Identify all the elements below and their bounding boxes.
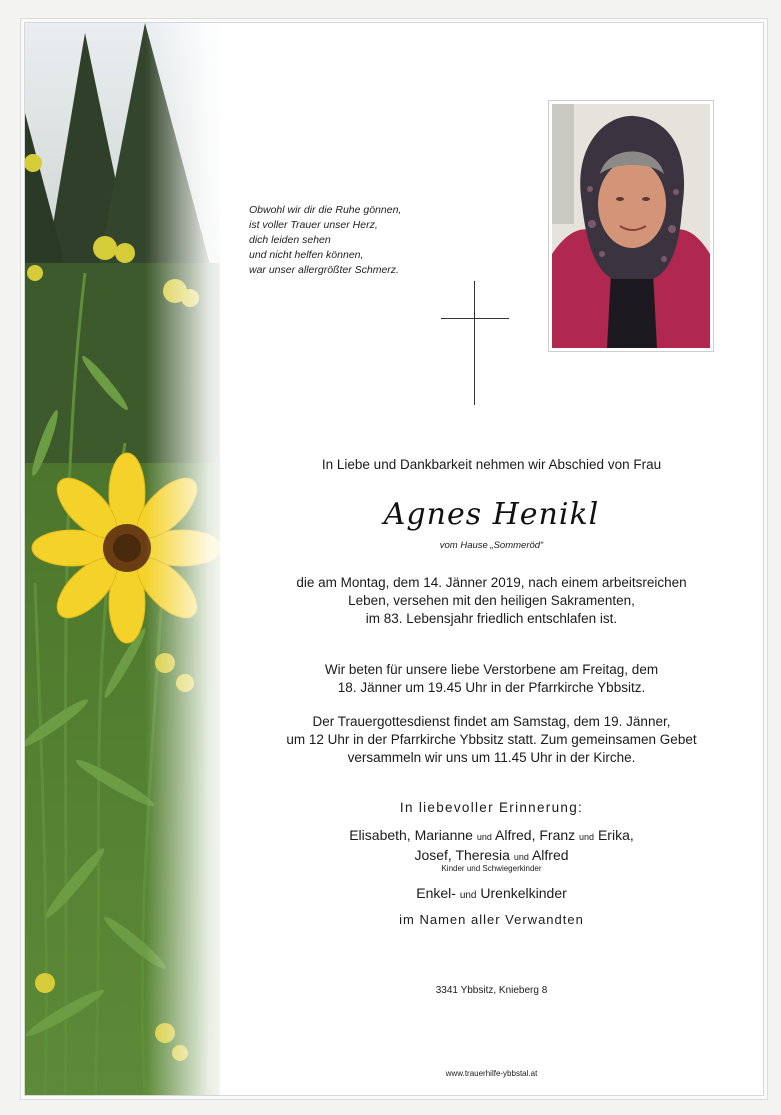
paragraph-line: versammeln wir uns um 11.45 Uhr in der Kirche.	[347, 750, 636, 765]
family-relation: Kinder und Schwiegerkinder	[441, 864, 542, 873]
prayer-paragraph	[220, 661, 763, 697]
paragraph-line: 18. Jänner um 19.45 Uhr in der Pfarrkirche Ybbsitz.	[337, 680, 646, 695]
family-name: Josef, Theresia	[414, 847, 510, 863]
poem-line: ist voller Trauer unser Herz,	[249, 219, 378, 231]
address: 3341 Ybbsitz, Knieberg 8	[435, 985, 548, 996]
obituary-card	[24, 22, 764, 1096]
death-notice-paragraph	[220, 574, 763, 628]
funeral-service-paragraph	[220, 713, 763, 767]
family-name: Alfred, Franz	[495, 827, 576, 843]
grandchildren	[220, 885, 763, 901]
poem-line: und nicht helfen können,	[249, 249, 364, 261]
poem-line: war unser allergrößter Schmerz.	[249, 264, 399, 276]
grandchildren-a: Enkel-	[416, 885, 456, 901]
cross-icon	[441, 281, 509, 405]
conjunction: und	[476, 832, 492, 842]
paragraph-line: um 12 Uhr in der Pfarrkirche Ybbsitz statt. Zum gemeinsamen Gebet	[286, 732, 697, 747]
family-names	[220, 826, 763, 866]
family-name: Alfred	[531, 847, 569, 863]
photo-fade	[145, 23, 220, 1095]
intro-text: In Liebe und Dankbarkeit nehmen wir Abschied von Frau	[321, 457, 662, 472]
poem-line: Obwohl wir dir die Ruhe gönnen,	[249, 204, 402, 216]
website-link[interactable]: www.trauerhilfe-ybbstal.at	[445, 1069, 538, 1078]
conjunction: und	[459, 890, 477, 901]
deceased-house: vom Hause „Sommeröd“	[439, 540, 544, 551]
paragraph-line: Der Trauergottesdienst findet am Samstag, dem 19. Jänner,	[312, 714, 671, 729]
family-name: Elisabeth, Marianne	[349, 827, 473, 843]
family-name: Erika,	[597, 827, 634, 843]
poem	[249, 203, 489, 278]
paragraph-line: im 83. Lebensjahr friedlich entschlafen ist.	[365, 611, 618, 626]
conjunction: und	[513, 852, 529, 862]
paragraph-line: Leben, versehen mit den heiligen Sakramenten,	[348, 593, 635, 608]
relatives-line: im Namen aller Verwandten	[399, 912, 584, 927]
grandchildren-b: Urenkelkinder	[480, 885, 567, 901]
conjunction: und	[579, 832, 595, 842]
sunflower-photo	[25, 23, 220, 1095]
paragraph-line: die am Montag, dem 14. Jänner 2019, nach einem arbeitsreichen	[296, 575, 687, 590]
poem-line: dich leiden sehen	[249, 234, 331, 246]
portrait-photo	[548, 100, 714, 352]
paragraph-line: Wir beten für unsere liebe Verstorbene am Freitag, dem	[324, 662, 659, 677]
memory-heading: In liebevoller Erinnerung:	[399, 800, 584, 815]
deceased-name: Agnes Henikl	[383, 497, 600, 532]
